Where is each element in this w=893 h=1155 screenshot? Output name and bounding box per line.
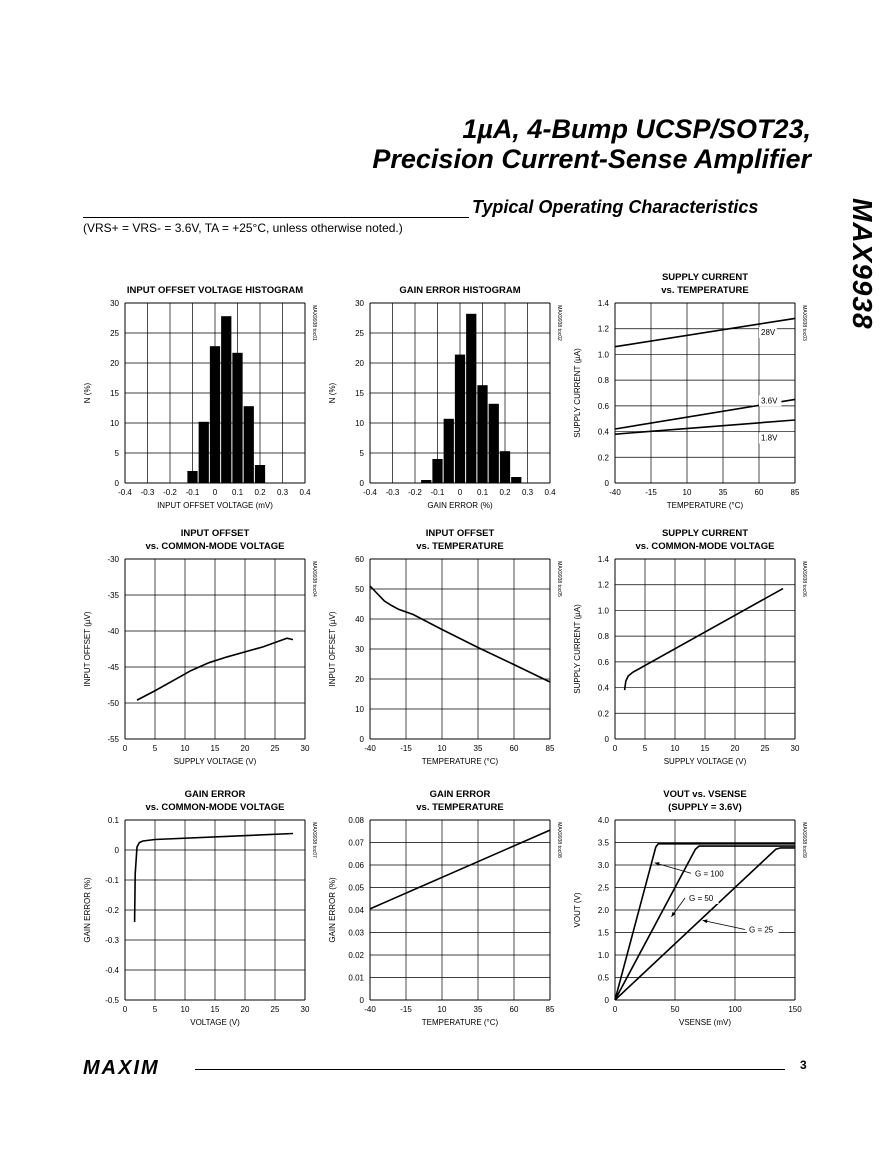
x-tick-label: 0 — [122, 744, 128, 753]
x-tick-label: 0.3 — [521, 488, 534, 497]
x-tick-label: 30 — [300, 1005, 310, 1014]
x-tick-label: -0.1 — [185, 488, 200, 497]
x-axis-label: VSENSE (mV) — [678, 1018, 732, 1027]
y-tick-label: 0.06 — [348, 861, 364, 870]
y-tick-label: 0.4 — [597, 427, 609, 437]
y-tick-label: 20 — [355, 675, 364, 684]
y-tick-label: 0 — [359, 996, 364, 1005]
chart-title: VOUT vs. VSENSE — [663, 789, 747, 800]
chart-2 — [325, 268, 575, 528]
x-tick-label: 0 — [612, 744, 618, 753]
x-axis-label: INPUT OFFSET VOLTAGE (mV) — [157, 501, 273, 510]
x-tick-label: -40 — [364, 744, 376, 753]
y-tick-label: 0 — [359, 479, 364, 488]
histogram-bar — [455, 355, 465, 483]
section-rule — [83, 217, 469, 218]
histogram-bar — [500, 451, 510, 483]
x-tick-label: 15 — [700, 744, 710, 753]
chart-8 — [325, 785, 575, 1045]
y-tick-label: 2.5 — [597, 883, 609, 893]
y-tick-label: 0.4 — [597, 683, 609, 693]
y-tick-label: -30 — [107, 555, 119, 564]
y-tick-label: 0.07 — [348, 838, 364, 848]
x-tick-label: 25 — [270, 744, 280, 753]
x-tick-label: 85 — [545, 1005, 555, 1014]
x-tick-label: 25 — [270, 1005, 280, 1014]
series-label: G = 100 — [695, 869, 724, 879]
y-tick-label: 4.0 — [597, 816, 609, 825]
y-tick-label: 1.0 — [597, 606, 609, 616]
chart-code: MAX9938 toc04 — [311, 561, 317, 597]
y-tick-label: 1.5 — [597, 928, 609, 938]
title-line-2: Precision Current-Sense Amplifier — [372, 144, 811, 174]
y-tick-label: 0.2 — [597, 453, 609, 463]
chart-title: vs. COMMON-MODE VOLTAGE — [145, 802, 285, 813]
test-conditions: (VRS+ = VRS- = 3.6V, TA = +25°C, unless otherwise noted.) — [83, 221, 403, 235]
x-tick-label: 60 — [754, 488, 764, 497]
chart-title: INPUT OFFSET — [180, 528, 250, 539]
series-line — [370, 830, 550, 909]
histogram-bar — [477, 385, 487, 483]
x-tick-label: -0.4 — [363, 488, 377, 497]
y-tick-label: 0.5 — [597, 973, 609, 983]
y-tick-label: 0.01 — [348, 973, 364, 983]
x-tick-label: 25 — [760, 744, 770, 753]
annotation-arrowhead — [703, 919, 708, 923]
y-tick-label: 15 — [110, 389, 119, 398]
x-tick-label: 20 — [730, 744, 740, 753]
chart-title: vs. COMMON-MODE VOLTAGE — [145, 541, 285, 552]
y-tick-label: 3.5 — [597, 838, 609, 848]
y-tick-label: 1.4 — [597, 299, 609, 308]
series-label: G = 25 — [749, 925, 774, 935]
x-axis-label: TEMPERATURE (°C) — [421, 757, 499, 766]
x-tick-label: 0.3 — [276, 488, 289, 497]
x-tick-label: 0.4 — [544, 488, 556, 497]
chart-title: vs. TEMPERATURE — [661, 285, 749, 296]
y-tick-label: 1.0 — [597, 951, 609, 960]
y-tick-label: -45 — [107, 663, 119, 672]
x-tick-label: 100 — [728, 1005, 742, 1014]
y-axis-label: N (%) — [83, 382, 92, 404]
chart-code: MAX9938 toc09 — [801, 822, 807, 858]
y-tick-label: 3.0 — [597, 861, 609, 870]
y-tick-label: 0.2 — [597, 709, 609, 719]
y-tick-label: 50 — [355, 585, 364, 594]
x-tick-label: 10 — [180, 744, 190, 753]
part-number: MAX9938 — [847, 198, 878, 330]
x-tick-label: 15 — [210, 1005, 220, 1014]
series-label: 3.6V — [761, 396, 778, 406]
x-tick-label: -0.2 — [408, 488, 422, 497]
page-number: 3 — [800, 1058, 807, 1072]
y-tick-label: 1.0 — [597, 350, 609, 360]
series-label: 1.8V — [761, 433, 778, 443]
chart-title: INPUT OFFSET — [425, 528, 495, 539]
chart-7 — [80, 785, 330, 1045]
title-line-1: 1µA, 4-Bump UCSP/SOT23, — [462, 114, 811, 144]
y-tick-label: 25 — [355, 329, 364, 338]
y-tick-label: 30 — [355, 299, 364, 308]
footer-rule — [195, 1069, 785, 1070]
x-tick-label: 10 — [670, 744, 680, 753]
y-tick-label: -0.3 — [105, 936, 119, 945]
x-tick-label: 15 — [210, 744, 220, 753]
y-tick-label: 5 — [359, 449, 364, 458]
histogram-bar — [444, 419, 454, 483]
y-tick-label: 0 — [604, 735, 609, 744]
y-tick-label: 20 — [355, 359, 364, 368]
chart-9 — [570, 785, 820, 1045]
y-tick-label: 0 — [114, 479, 119, 488]
histogram-bar — [421, 480, 431, 483]
x-axis-label: SUPPLY VOLTAGE (V) — [663, 757, 747, 766]
x-tick-label: 0 — [612, 1005, 618, 1014]
x-tick-label: 5 — [152, 744, 158, 753]
y-tick-label: 0.8 — [597, 376, 609, 386]
x-tick-label: 35 — [473, 1005, 483, 1014]
histogram-bar — [432, 459, 442, 483]
chart-title: (SUPPLY = 3.6V) — [668, 802, 742, 813]
x-tick-label: 5 — [642, 744, 648, 753]
maxim-logo: MAXIM — [83, 1057, 160, 1079]
y-tick-label: 10 — [110, 419, 119, 428]
y-tick-label: 10 — [355, 705, 364, 714]
x-tick-label: -15 — [400, 1005, 412, 1014]
y-tick-label: -0.1 — [105, 876, 119, 885]
chart-1 — [80, 268, 330, 528]
x-axis-label: SUPPLY VOLTAGE (V) — [173, 757, 257, 766]
y-tick-label: -40 — [107, 627, 119, 636]
histogram-bar — [489, 404, 499, 483]
y-tick-label: 0 — [604, 996, 609, 1005]
x-tick-label: 5 — [152, 1005, 158, 1014]
part-number-vertical — [818, 198, 878, 360]
histogram-bar — [199, 422, 209, 483]
x-tick-label: -0.2 — [163, 488, 177, 497]
y-tick-label: 20 — [110, 359, 119, 368]
y-tick-label: -50 — [107, 699, 119, 708]
chart-code: MAX9938 toc08 — [556, 822, 562, 858]
x-tick-label: -40 — [609, 488, 621, 497]
chart-title: GAIN ERROR — [184, 789, 246, 800]
y-tick-label: 60 — [355, 555, 364, 564]
x-tick-label: 85 — [545, 744, 555, 753]
chart-code: MAX9938 toc07 — [311, 822, 317, 858]
series-line — [135, 834, 293, 923]
histogram-bar — [244, 406, 254, 483]
chart-title: GAIN ERROR — [429, 789, 491, 800]
x-tick-label: 10 — [437, 1005, 447, 1014]
x-tick-label: 0.1 — [231, 488, 244, 497]
x-tick-label: 30 — [300, 744, 310, 753]
histogram-bar — [511, 477, 521, 483]
histogram-bar — [232, 353, 242, 483]
x-tick-label: -0.3 — [385, 488, 400, 497]
x-tick-label: -0.3 — [140, 488, 155, 497]
x-tick-label: 20 — [240, 1005, 250, 1014]
y-tick-label: -0.2 — [105, 906, 119, 915]
chart-4 — [80, 524, 330, 784]
x-tick-label: 60 — [509, 744, 519, 753]
x-tick-label: 85 — [790, 488, 800, 497]
series-label: 28V — [761, 328, 776, 338]
series-line — [625, 589, 783, 691]
x-tick-label: 0.1 — [476, 488, 489, 497]
x-tick-label: -0.1 — [430, 488, 445, 497]
x-tick-label: -40 — [364, 1005, 376, 1014]
y-tick-label: 0.6 — [597, 401, 609, 411]
x-tick-label: 0 — [457, 488, 463, 497]
y-tick-label: 1.4 — [597, 555, 609, 564]
y-tick-label: 5 — [114, 449, 119, 458]
x-tick-label: 0.2 — [499, 488, 511, 497]
y-tick-label: -35 — [107, 591, 119, 600]
page-title — [372, 114, 811, 174]
x-tick-label: 150 — [788, 1005, 802, 1014]
y-tick-label: 25 — [110, 329, 119, 338]
y-axis-label: GAIN ERROR (%) — [328, 877, 337, 943]
y-tick-label: 0.8 — [597, 632, 609, 642]
histogram-bar — [221, 316, 231, 483]
x-tick-label: 35 — [718, 488, 728, 497]
y-tick-label: 2.0 — [597, 906, 609, 915]
y-tick-label: -0.5 — [105, 996, 119, 1005]
x-tick-label: 20 — [240, 744, 250, 753]
x-tick-label: 0.4 — [299, 488, 311, 497]
x-tick-label: 30 — [790, 744, 800, 753]
y-tick-label: -55 — [107, 735, 119, 744]
chart-code: MAX9938 toc05 — [556, 561, 562, 597]
histogram-bar — [187, 471, 197, 483]
chart-3 — [570, 262, 820, 528]
x-tick-label: 10 — [437, 744, 447, 753]
chart-title: GAIN ERROR HISTOGRAM — [399, 285, 521, 296]
x-tick-label: 0.2 — [254, 488, 266, 497]
series-label: G = 50 — [689, 894, 714, 903]
x-tick-label: -0.4 — [118, 488, 132, 497]
x-tick-label: 35 — [473, 744, 483, 753]
chart-code: MAX9938 toc06 — [801, 561, 807, 597]
x-tick-label: 0 — [212, 488, 218, 497]
y-tick-label: 10 — [355, 419, 364, 428]
y-axis-label: SUPPLY CURRENT (µA) — [573, 604, 582, 694]
chart-title: SUPPLY CURRENT — [661, 528, 749, 539]
chart-title: vs. TEMPERATURE — [416, 802, 504, 813]
y-axis-label: GAIN ERROR (%) — [83, 877, 92, 943]
y-tick-label: 0.02 — [348, 951, 364, 960]
y-tick-label: 0.04 — [348, 906, 364, 915]
chart-code: MAX9938 toc02 — [556, 305, 562, 341]
y-tick-label: 1.2 — [597, 580, 609, 590]
x-tick-label: 10 — [180, 1005, 190, 1014]
chart-code: MAX9938 toc01 — [311, 305, 317, 341]
x-axis-label: TEMPERATURE (°C) — [666, 501, 744, 510]
series-line — [615, 420, 795, 434]
y-tick-label: 1.2 — [597, 324, 609, 334]
x-tick-label: 50 — [670, 1005, 680, 1014]
y-tick-label: 15 — [355, 389, 364, 398]
x-tick-label: 10 — [682, 488, 692, 497]
y-tick-label: 0.1 — [107, 816, 119, 825]
y-tick-label: 40 — [355, 615, 364, 624]
series-line — [370, 586, 550, 682]
x-axis-label: TEMPERATURE (°C) — [421, 1018, 499, 1027]
chart-5 — [325, 524, 575, 784]
y-tick-label: 0 — [114, 846, 119, 855]
chart-code: MAX9938 toc03 — [801, 305, 807, 341]
y-axis-label: VOUT (V) — [573, 892, 582, 928]
y-tick-label: 0.6 — [597, 657, 609, 667]
y-axis-label: SUPPLY CURRENT (µA) — [573, 348, 582, 438]
x-tick-label: 60 — [509, 1005, 519, 1014]
x-tick-label: -15 — [645, 488, 657, 497]
histogram-bar — [255, 465, 265, 483]
chart-title: SUPPLY CURRENT — [661, 272, 749, 283]
annotation-arrow — [703, 920, 745, 929]
y-tick-label: 0.03 — [348, 928, 364, 938]
y-tick-label: 0.08 — [348, 816, 364, 825]
x-axis-label: GAIN ERROR (%) — [427, 501, 493, 510]
x-tick-label: 0 — [122, 1005, 128, 1014]
y-tick-label: 0 — [359, 735, 364, 744]
section-title: Typical Operating Characteristics — [472, 197, 759, 217]
chart-title: vs. COMMON-MODE VOLTAGE — [635, 541, 775, 552]
y-axis-label: N (%) — [328, 382, 337, 404]
x-axis-label: VOLTAGE (V) — [190, 1018, 240, 1027]
y-axis-label: INPUT OFFSET (µV) — [328, 611, 337, 687]
chart-title: vs. TEMPERATURE — [416, 541, 504, 552]
y-tick-label: -0.4 — [105, 966, 119, 975]
histogram-bar — [466, 314, 476, 483]
y-tick-label: 0.05 — [348, 883, 364, 893]
y-tick-label: 0 — [604, 479, 609, 488]
y-tick-label: 30 — [355, 645, 364, 654]
chart-6 — [570, 524, 820, 784]
histogram-bar — [210, 346, 220, 483]
x-tick-label: -15 — [400, 744, 412, 753]
y-tick-label: 30 — [110, 299, 119, 308]
chart-title: INPUT OFFSET VOLTAGE HISTOGRAM — [126, 285, 304, 296]
y-axis-label: INPUT OFFSET (µV) — [83, 611, 92, 687]
